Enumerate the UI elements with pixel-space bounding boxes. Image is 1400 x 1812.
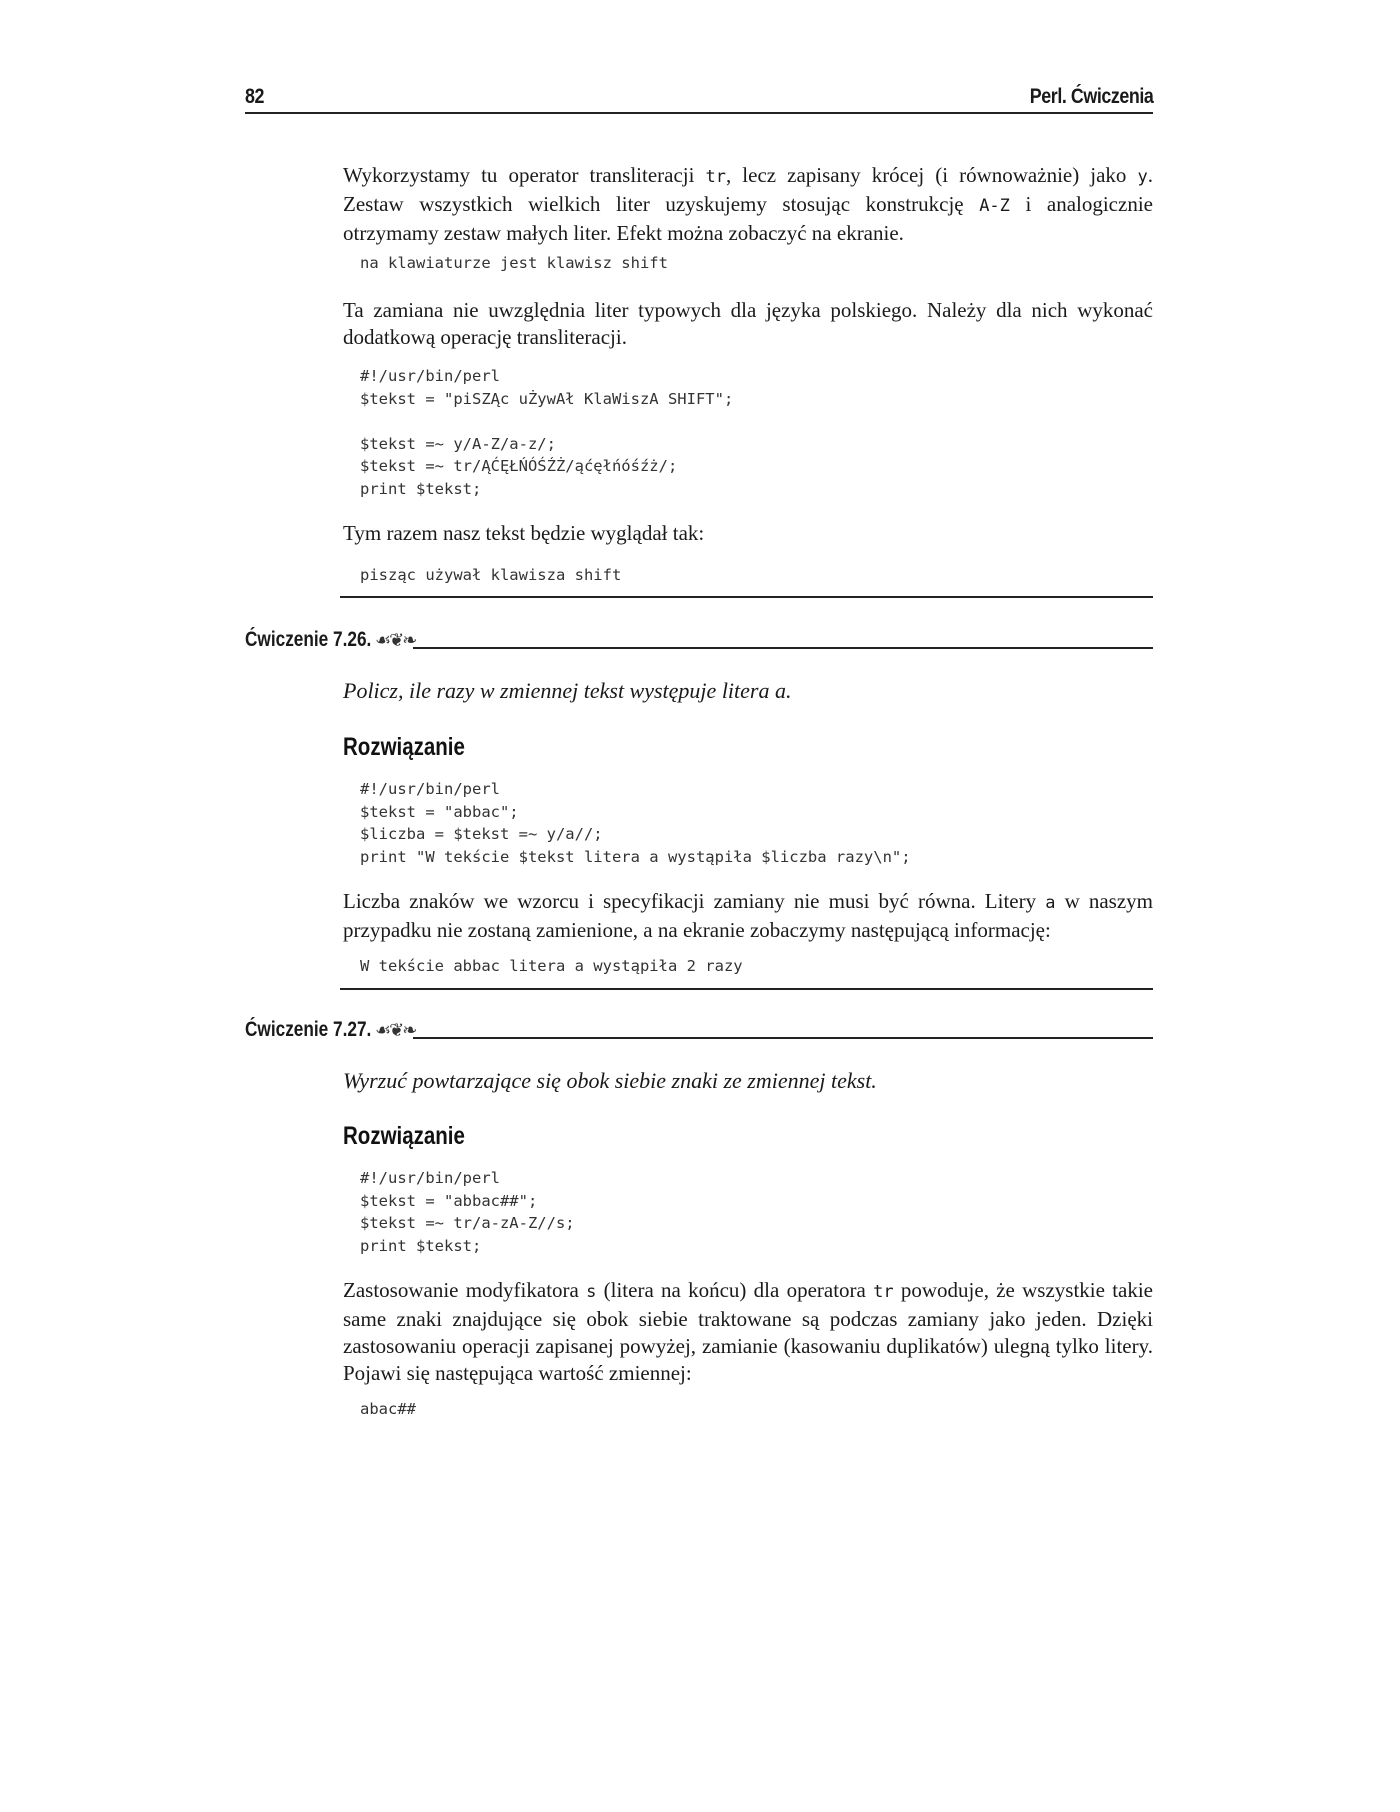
exercise-label: Ćwiczenie 7.27.	[245, 1018, 372, 1041]
exercise-7-26-explanation: Liczba znaków we wzorcu i specyfikacji zamiany nie musi być równa. Litery a w naszym przypadku nie zostaną zamienione, a na ekranie zobaczymy następującą informację:	[343, 889, 1153, 942]
intro-paragraph-1: Wykorzystamy tu operator transliteracji tr, lecz zapisany krócej (i równoważnie) jako y. Zestaw wszystkich wielkich liter uzyskujemy stosując konstrukcję A-Z i analogicznie otrzymamy zestaw małych liter. Efekt można zobaczyć na ekranie.	[343, 163, 1153, 245]
intro-paragraph-3: Tym razem nasz tekst będzie wyglądał tak:	[343, 521, 705, 545]
ornament-icon: ☙❦❧	[375, 630, 416, 651]
exercise-7-27-task: Wyrzuć powtarzające się obok siebie znaki ze zmiennej tekst.	[343, 1068, 877, 1093]
inline-code: A-Z	[979, 196, 1010, 216]
page-number: 82	[245, 85, 265, 108]
page-header	[245, 82, 1153, 114]
code-block-1: #!/usr/bin/perl $tekst = "piSZĄc uŻywAł KlaWiszA SHIFT"; $tekst =~ y/A-Z/a-z/; $tekst =~ tr/ĄĆĘŁŃÓŚŹŻ/ąćęłńóśźż/; print $tekst;	[360, 367, 734, 498]
inline-code: a	[1045, 893, 1056, 913]
inline-code: y	[1137, 167, 1148, 187]
output-block-3: W tekście abbac litera a wystąpiła 2 razy	[360, 957, 743, 975]
exercise-7-26-task: Policz, ile razy w zmiennej tekst występuje litera a.	[343, 678, 792, 703]
solution-heading: Rozwiązanie	[343, 1122, 465, 1150]
exercise-rule	[413, 647, 1153, 649]
output-block-2: pisząc używał klawisza shift	[360, 566, 622, 584]
exercise-7-26-header	[245, 628, 1153, 652]
ornament-icon: ☙❦❧	[375, 1020, 416, 1041]
code-block-2: #!/usr/bin/perl $tekst = "abbac"; $liczba = $tekst =~ y/a//; print "W tekście $tekst litera a wystąpiła $liczba razy\n";	[360, 780, 911, 866]
exercise-7-27-header	[245, 1018, 1153, 1042]
book-title: Perl. Ćwiczenia	[1029, 85, 1153, 108]
intro-paragraph-2: Ta zamiana nie uwzględnia liter typowych dla języka polskiego. Należy dla nich wykonać dodatkową operację transliteracji.	[343, 298, 1153, 349]
inline-code: tr	[705, 167, 726, 187]
exercise-rule	[413, 1037, 1153, 1039]
exercise-label: Ćwiczenie 7.26.	[245, 628, 372, 651]
output-block-1: na klawiaturze jest klawisz shift	[360, 254, 668, 272]
inline-code: tr	[873, 1282, 894, 1302]
section-divider	[340, 988, 1153, 990]
code-block-3: #!/usr/bin/perl $tekst = "abbac##"; $tekst =~ tr/a-zA-Z//s; print $tekst;	[360, 1169, 575, 1255]
output-block-4: abac##	[360, 1400, 416, 1418]
section-divider	[340, 596, 1153, 598]
exercise-7-27-explanation: Zastosowanie modyfikatora s (litera na końcu) dla operatora tr powoduje, że wszystkie takie same znaki znajdujące się obok siebie traktowane są podczas zamiany jako jeden. Dzięki zastosowaniu operacji zapisanej powyżej, zamianie (kasowaniu duplikatów) ulegną tylko litery. Pojawi się następująca wartość zmiennej:	[343, 1278, 1153, 1385]
inline-code: s	[586, 1282, 597, 1302]
solution-heading: Rozwiązanie	[343, 733, 465, 761]
